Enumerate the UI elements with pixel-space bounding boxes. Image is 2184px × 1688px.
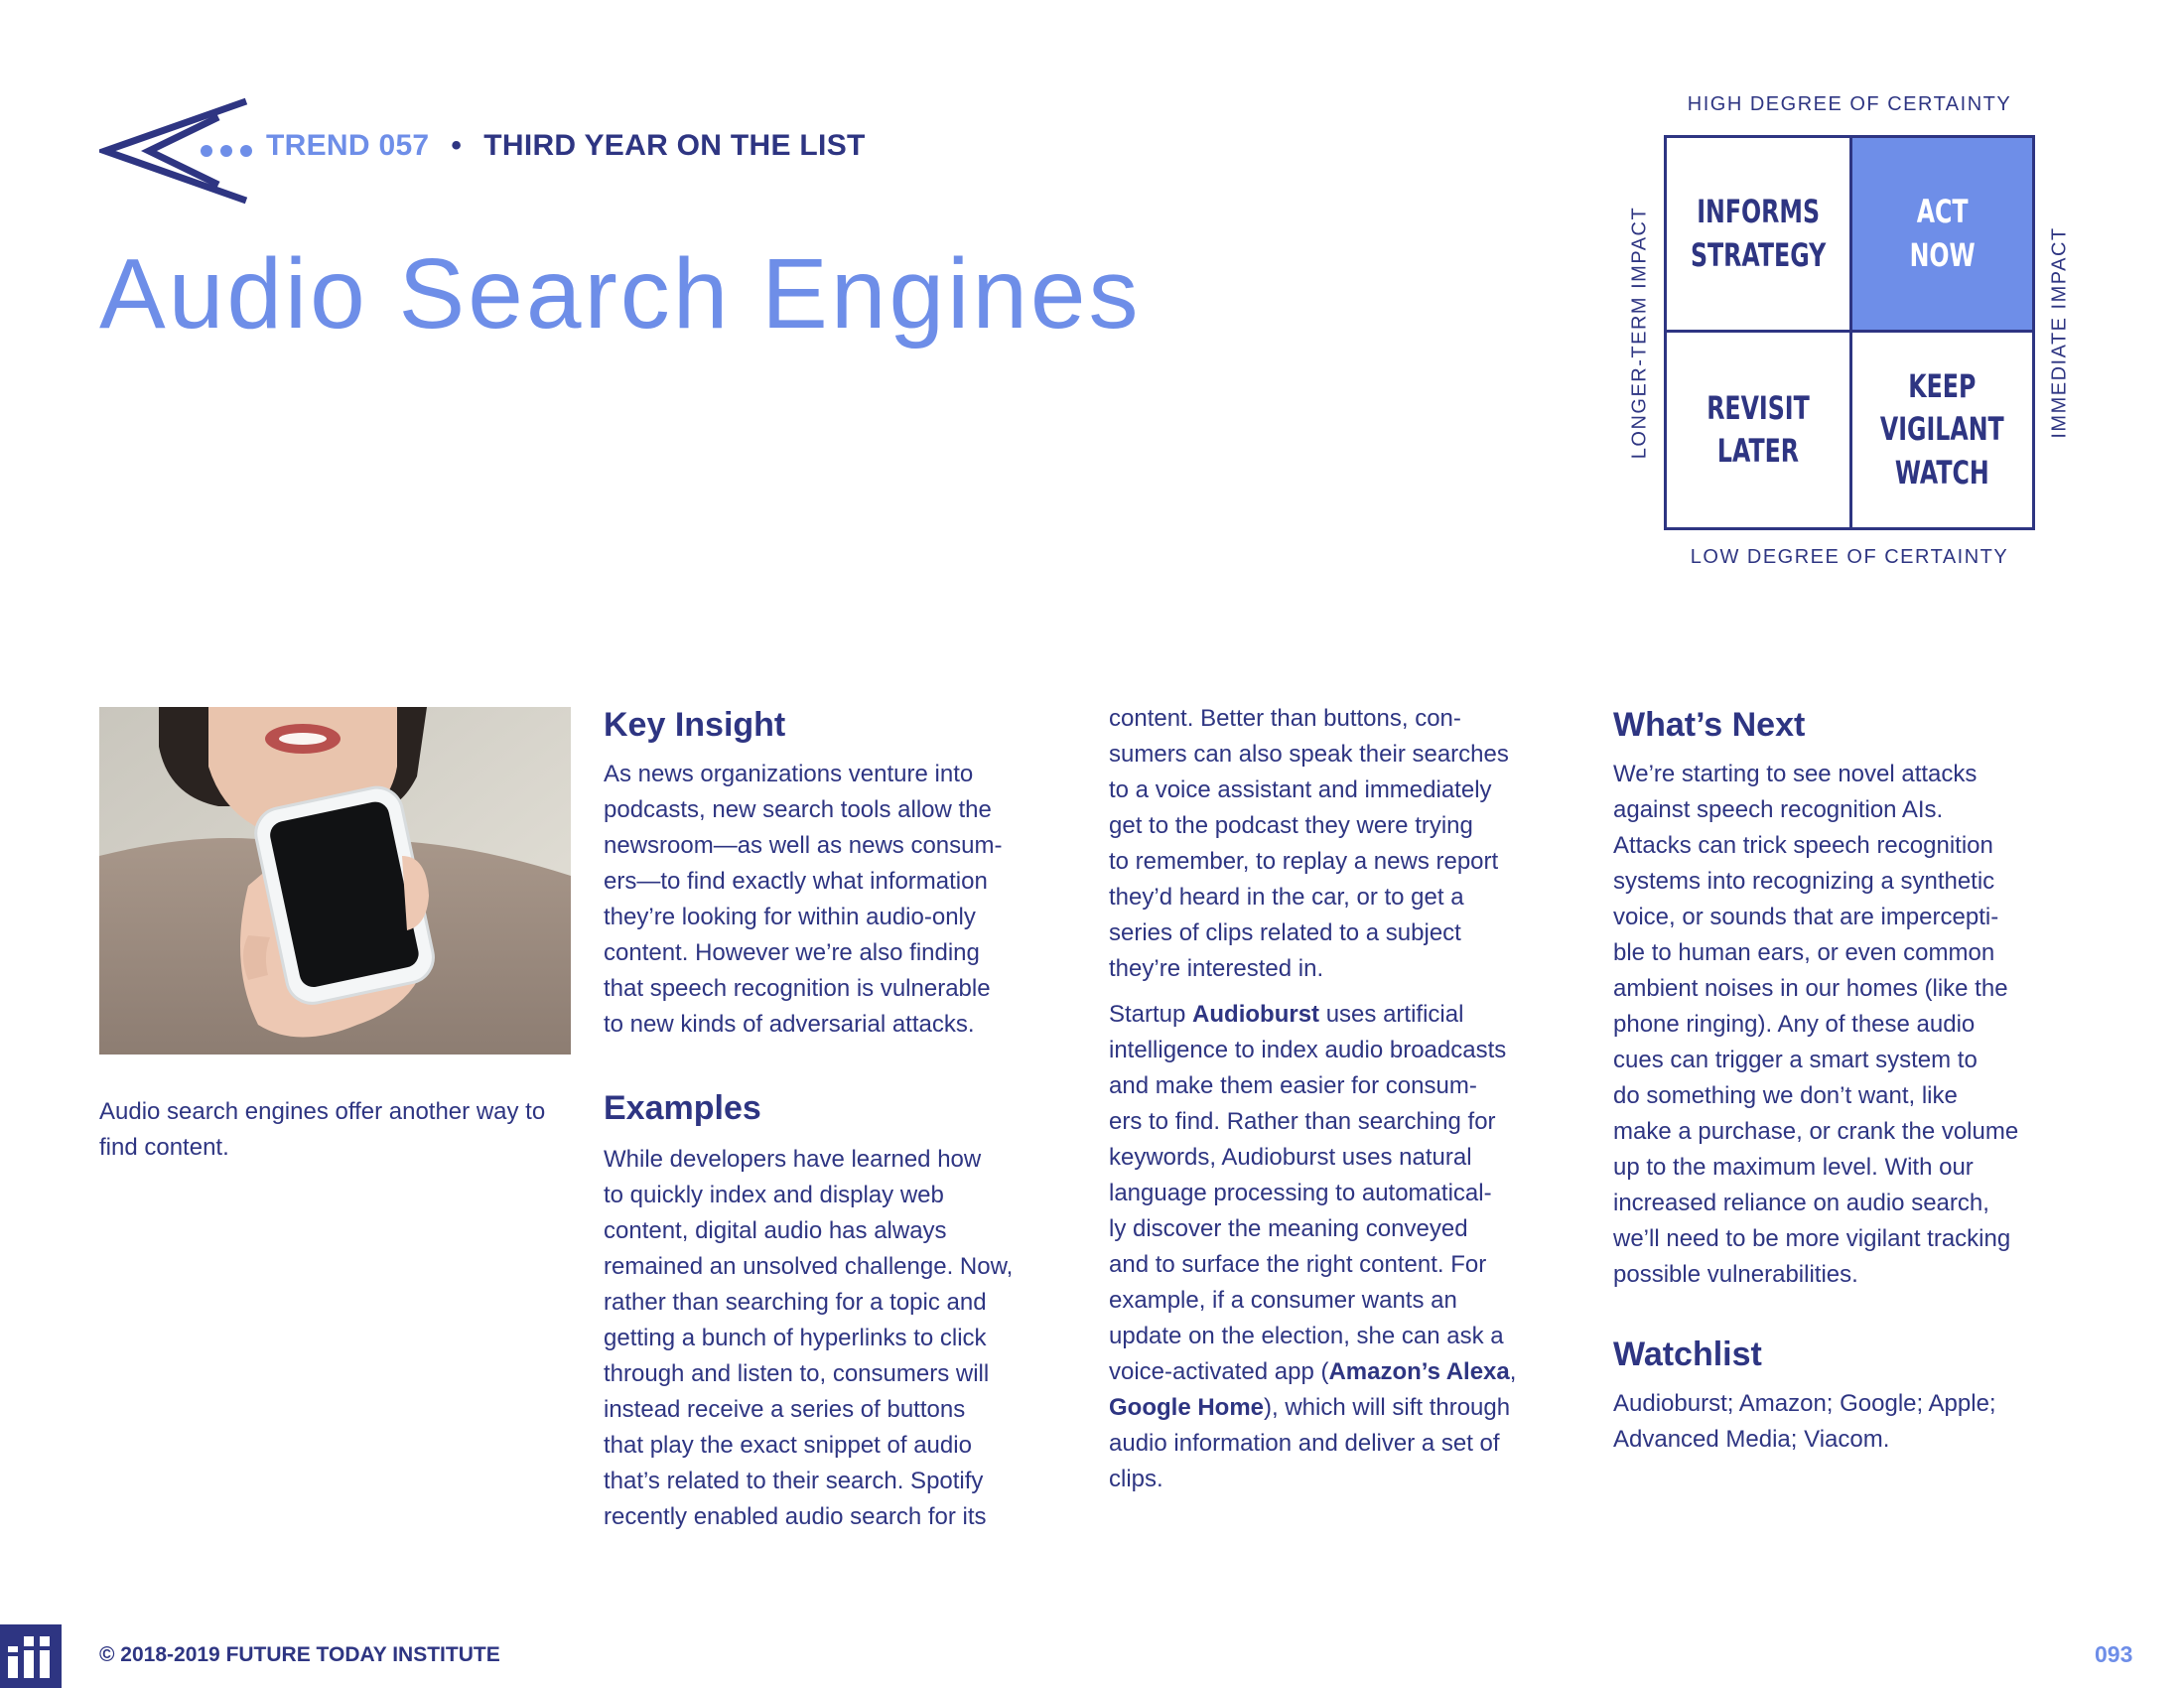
matrix-cell-act-now — [1852, 138, 2032, 333]
product-amazon-alexa: Amazon’s Alexa — [1328, 1358, 1510, 1385]
matrix-bottom-label: LOW DEGREE OF CERTAINTY — [1690, 546, 2009, 568]
key-insight-heading: Key Insight — [604, 706, 786, 744]
column-key-insight — [604, 705, 1080, 1535]
text-span: uses artificial intelligence to index audio broadcasts and make them easier for consum- ers to find. Rather than searching for keywords, Audioburst uses natural language processing to automatical- ly discover the meaning conveyed and to surface the right content. For example, if a consumer wants an update on the election, she can ask a voice-activated app ( — [1109, 1001, 1507, 1385]
text-span: ), which will sift through audio information and deliver a set of clips. — [1109, 1394, 1511, 1492]
key-insight-body: As news organizations venture into podcasts, new search tools allow the newsroom—as well as news consum- ers—to find exactly what information they’re looking for within audio-only content. However we’re also finding that speech recognition is vulnerable to new kinds of adversarial attacks. — [604, 761, 1003, 1038]
examples-audioburst-paragraph — [1109, 997, 1595, 1497]
matrix-cell-label: REVISIT LATER — [1706, 388, 1810, 470]
watchlist-body: Audioburst; Amazon; Google; Apple; Advanced Media; Viacom. — [1613, 1390, 1996, 1453]
copyright-text: © 2018-2019 FUTURE TODAY INSTITUTE — [99, 1643, 500, 1666]
woman-with-phone-photo — [99, 707, 571, 1055]
trend-header — [266, 129, 866, 163]
matrix-cell-revisit-later — [1667, 333, 1852, 527]
company-audioburst: Audioburst — [1192, 1001, 1320, 1028]
trend-number: TREND 057 — [266, 129, 430, 162]
whats-next-heading: What’s Next — [1613, 706, 1806, 744]
matrix-right-label: IMMEDIATE IMPACT — [2048, 226, 2071, 439]
matrix-left-label: LONGER-TERM IMPACT — [1628, 206, 1651, 460]
matrix-cell-label: INFORMS STRATEGY — [1690, 193, 1827, 274]
product-google-home: Google Home — [1109, 1394, 1265, 1421]
fti-logo-icon — [0, 1624, 62, 1688]
matrix-cell-informs-strategy — [1667, 138, 1852, 333]
watchlist-heading: Watchlist — [1613, 1336, 1762, 1373]
page-number: 093 — [2095, 1641, 2133, 1667]
trend-logo-icon — [99, 95, 258, 207]
examples-body: While developers have learned how to quickly index and display web content, digital audio has always remained an unsolved challenge. Now, rather than searching for a topic and getting a bunch of hyperlinks to click through and listen to, consumers will instead receive a series of buttons that play the exact snippet of audio that’s related to their search. Spotify recently enabled audio search for its — [604, 1146, 1014, 1530]
column-whats-next — [1613, 705, 2100, 1458]
whats-next-body: We’re starting to see novel attacks against speech recognition AIs. Attacks can trick speech recognition systems into recognizing a synthetic voice, or sounds that are impercepti- ble to human ears, or even common ambient noises in our homes (like the phone ringing). Any of these audio cues can trigger a smart system to do something we don’t want, like make a purchase, or crank the volume up to the maximum level. With our increased reliance on audio search, we’ll need to be more vigilant tracking possible vulnerabilities. — [1613, 761, 2019, 1288]
separator-dot: • — [451, 129, 463, 162]
photo-caption: Audio search engines offer another way to find content. — [99, 1098, 546, 1161]
text-span: , — [1509, 1358, 1517, 1385]
trend-tenure: THIRD YEAR ON THE LIST — [483, 129, 866, 162]
certainty-impact-matrix — [1664, 135, 2035, 530]
matrix-cell-label: ACT NOW — [1909, 193, 1976, 274]
matrix-cell-label: KEEP VIGILANT WATCH — [1880, 367, 2004, 492]
matrix-cell-keep-vigilant-watch — [1852, 333, 2032, 527]
text-span: Startup — [1109, 1001, 1193, 1028]
page-title: Audio Search Engines — [99, 238, 1142, 350]
matrix-top-label: HIGH DEGREE OF CERTAINTY — [1687, 93, 2012, 115]
examples-heading: Examples — [604, 1089, 761, 1127]
examples-continued-body: content. Better than buttons, con- sumers can also speak their searches to a voice assistant and immediately get to the podcast they were trying to remember, to replay a news report they’d heard in the car, or to get a series of clips related to a subject they’re interested in. — [1109, 705, 1509, 982]
column-examples-continued — [1109, 701, 1595, 1497]
